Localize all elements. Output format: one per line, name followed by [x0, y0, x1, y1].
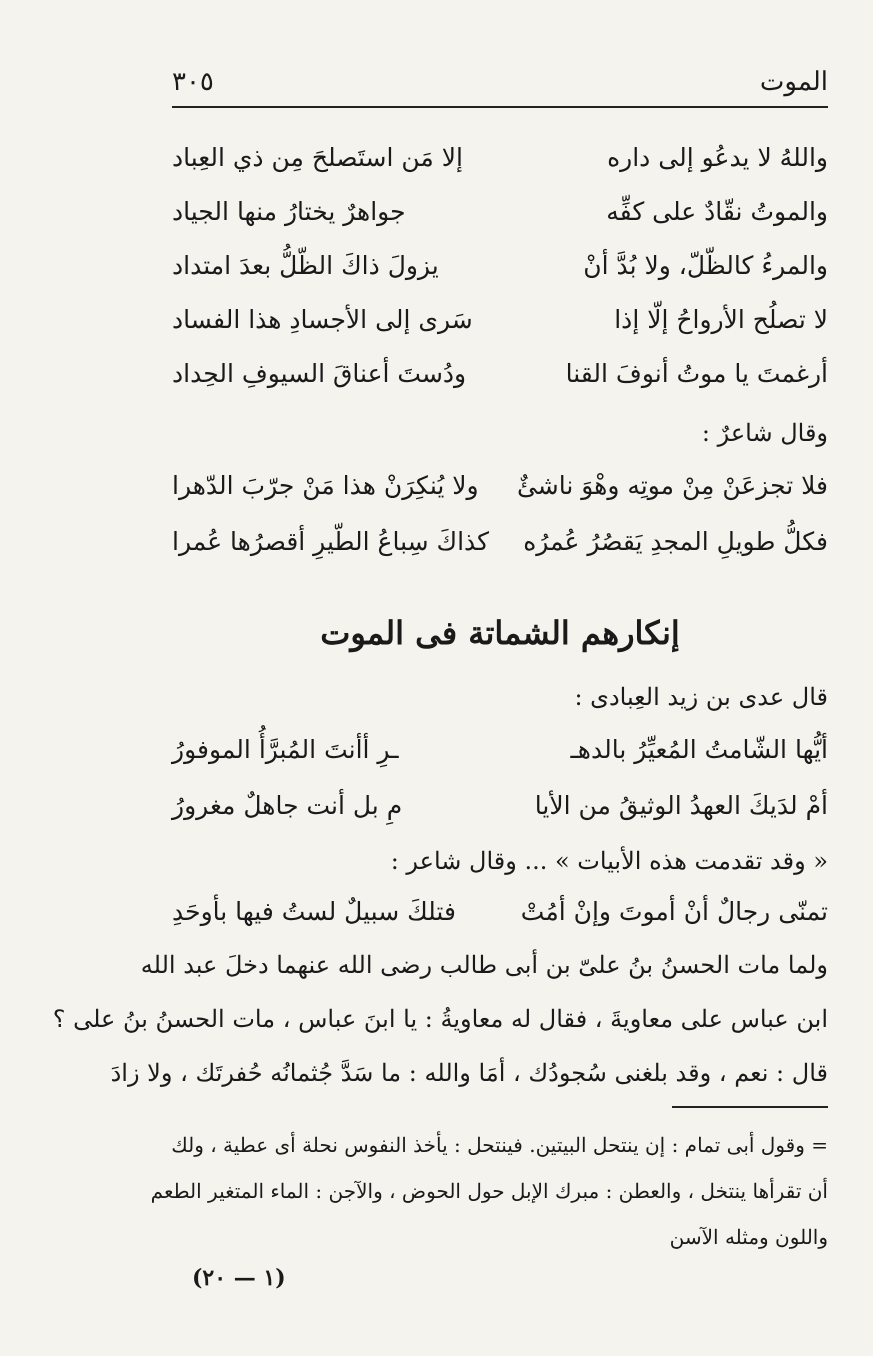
- hemistich-second: ـرِ أأنتَ المُبرَّأُ الموفورُ: [172, 735, 399, 764]
- note-line: « وقد تقدمت هذه الأبيات » ... وقال شاعر :: [390, 847, 828, 875]
- footnote-line: = وقول أبى تمام : إن ينتحل البيتين. فينتحل : يأخذ النفوس نحلة أى عطية ، ولك: [171, 1133, 828, 1157]
- printer-signature: (١ — ٢٠): [192, 1265, 286, 1291]
- footnote-line: واللون ومثله الآسن: [669, 1225, 828, 1249]
- verse-line: [172, 192, 828, 232]
- hemistich-first: أرغمتَ يا موتُ أنوفَ القنا: [565, 359, 828, 388]
- footnote-rule: [672, 1106, 828, 1108]
- hemistich-first: فكلُّ طويلِ المجدِ يَقصُرُ عُمرُه: [523, 527, 828, 556]
- hemistich-second: فتلكَ سبيلٌ لستُ فيها بأوحَدِ: [172, 897, 456, 926]
- hemistich-second: كذاكَ سِباعُ الطّيرِ أقصرُها عُمرا: [172, 527, 490, 556]
- hemistich-first: تمنّى رجالٌ أنْ أموتَ وإنْ أمُتْ: [520, 897, 828, 926]
- verse-line: [172, 138, 828, 178]
- hemistich-second: سَرى إلى الأجسادِ هذا الفساد: [172, 305, 473, 334]
- hemistich-second: يزولَ ذاكَ الظّلُّ بعدَ امتداد: [172, 251, 439, 280]
- verse-line: [172, 466, 828, 506]
- poem-intro: قال عدى بن زيد العِبادى :: [574, 683, 828, 711]
- verse-line: [172, 522, 828, 562]
- hemistich-first: أمْ لدَيكَ العهدُ الوثيقُ من الأيا: [534, 791, 828, 820]
- prose-line: قال : نعم ، وقد بلغنى سُجودُك ، أمَا والله : ما سَدَّ جُثمانُه حُفرتَك ، ولا زادَ: [110, 1059, 828, 1087]
- hemistich-second: ولا يُنكِرَنْ هذا مَنْ جرّبَ الدّهرا: [172, 471, 479, 500]
- verse-line: [172, 354, 828, 394]
- page-number: ٣٠٥: [172, 67, 214, 97]
- poem-intro: وقال شاعرٌ :: [701, 419, 828, 447]
- hemistich-first: فلا تجزعَنْ مِنْ موتِه وهْوَ ناشئٌ: [516, 471, 828, 500]
- hemistich-second: إلا مَن استَصلحَ مِن ذي العِباد: [172, 143, 463, 172]
- verse-line: [172, 246, 828, 286]
- prose-line: ولما مات الحسنُ بنُ علىّ بن أبى طالب رضى الله عنهما دخلَ عبد الله: [140, 951, 828, 979]
- hemistich-second: مِ بل أنت جاهلٌ مغرورُ: [172, 791, 403, 820]
- footnote-line: أن تقرأها ينتخل ، والعطن : مبرك الإبل حول الحوض ، والآجن : الماء المتغير الطعم: [150, 1179, 828, 1203]
- hemistich-first: لا تصلُح الأرواحُ إلّا إذا: [614, 305, 828, 334]
- section-heading: إنكارهم الشماتة فى الموت: [320, 614, 680, 652]
- prose-line: ابن عباس على معاويةَ ، فقال له معاويةُ : يا ابنَ عباس ، مات الحسنُ بنُ على ؟: [52, 1005, 828, 1033]
- hemistich-second: ودُستَ أعناقَ السيوفِ الحِداد: [172, 359, 467, 388]
- hemistich-first: واللهُ لا يدعُو إلى داره: [607, 143, 828, 172]
- page-header: [172, 62, 828, 102]
- verse-line: [172, 730, 828, 770]
- running-title: الموت: [759, 67, 828, 97]
- verse-line: [172, 892, 828, 932]
- verse-line: [172, 786, 828, 826]
- hemistich-first: أيُّها الشّامتُ المُعيِّرُ بالدهـ: [570, 735, 828, 764]
- hemistich-second: جواهرٌ يختارُ منها الجياد: [172, 197, 406, 226]
- hemistich-first: والموتُ نقّادٌ على كفِّه: [606, 197, 828, 226]
- verse-line: [172, 300, 828, 340]
- hemistich-first: والمرءُ كالظّلّ، ولا بُدَّ أنْ: [583, 251, 828, 280]
- header-rule: [172, 106, 828, 108]
